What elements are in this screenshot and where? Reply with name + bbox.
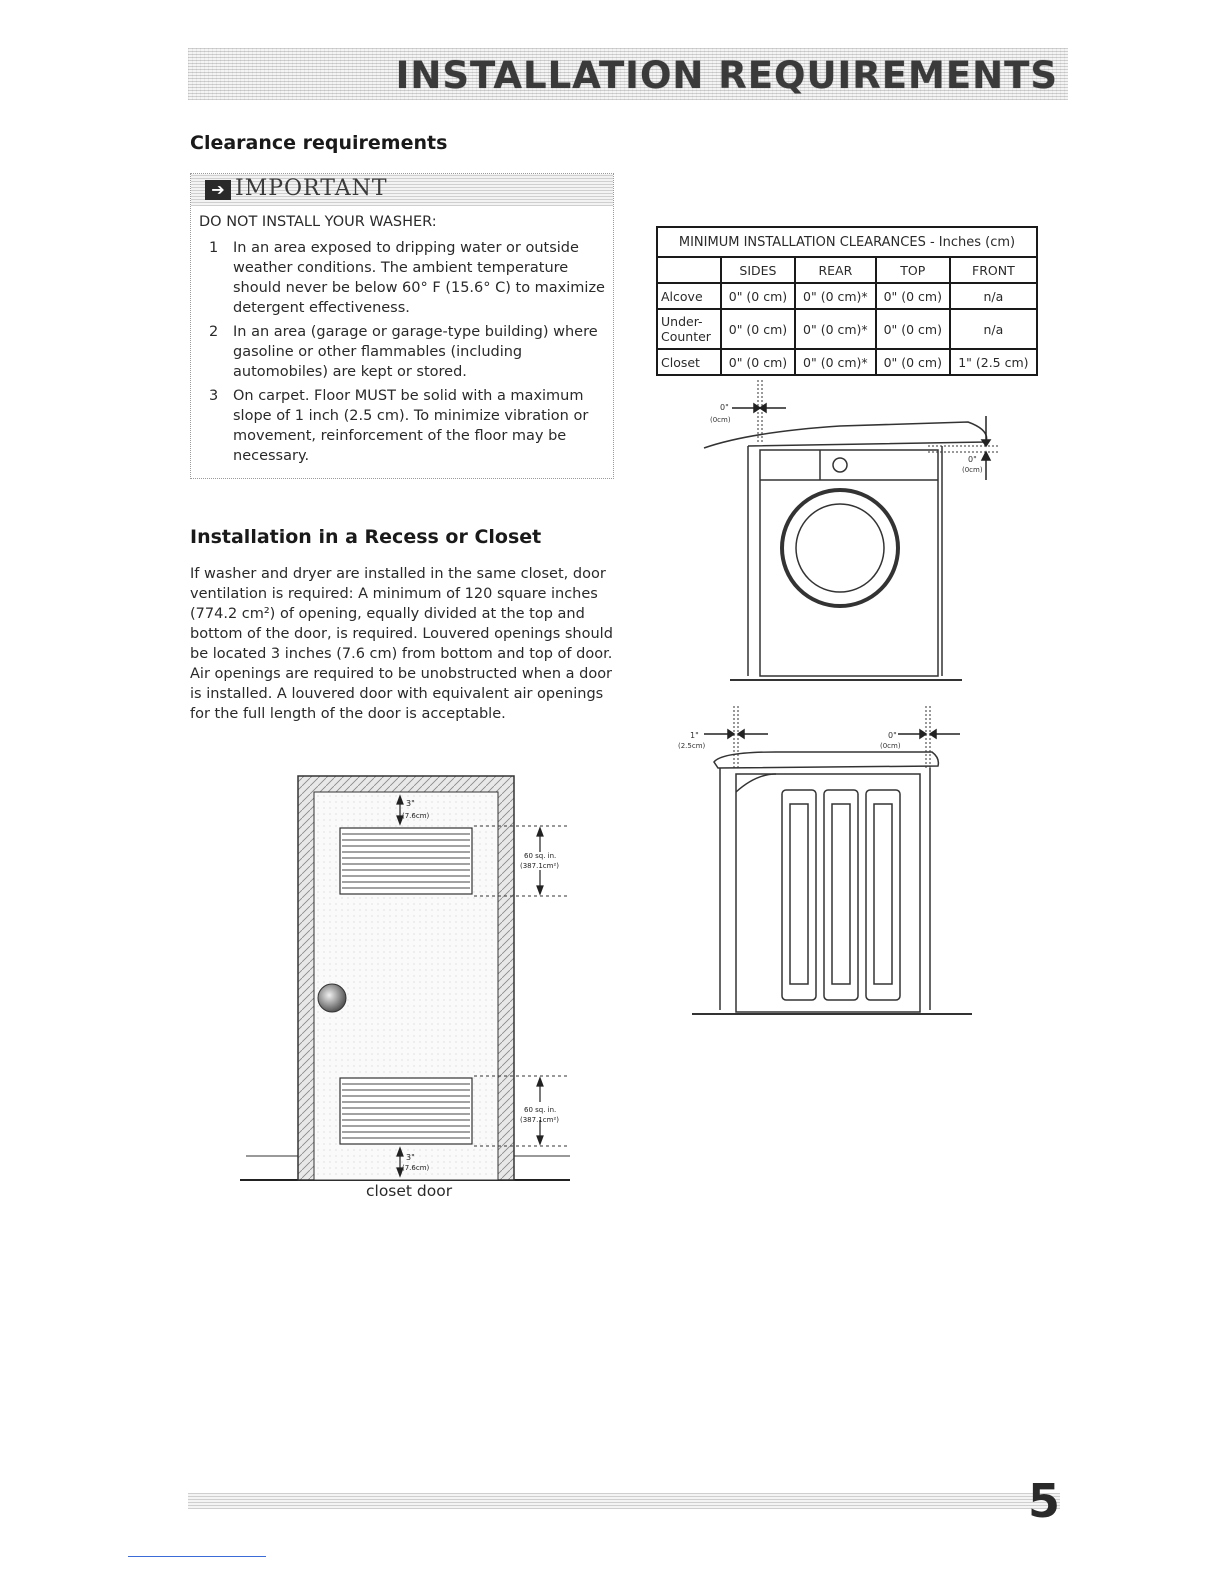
list-item-text: On carpet. Floor MUST be solid with a maximum slope of 1 inch (2.5 cm). To minimize vibration or movement, reinforcement of the floor may be necessary.: [233, 388, 589, 464]
clearance-table: [656, 226, 1038, 376]
door-knob: [318, 984, 346, 1012]
table-cell: 0" (0 cm)*: [795, 309, 876, 349]
table-row: [657, 309, 1037, 349]
table-cell: 0" (0 cm)*: [795, 349, 876, 375]
top-area-cm-label: (387.1cm²): [520, 862, 559, 870]
bottom-gap-in: 3": [406, 1153, 415, 1162]
clearance-heading: Clearance requirements: [190, 132, 448, 154]
list-item-text: In an area exposed to dripping water or outside weather conditions. The ambient temperature should never be below 60° F (15.6° C) to maximize detergent effectiveness.: [233, 240, 605, 316]
list-item: [199, 238, 607, 318]
front-top-label-cm: (0cm): [962, 466, 983, 474]
list-item: [199, 322, 607, 382]
list-item-number: 2: [209, 324, 219, 340]
footer-band: [188, 1493, 1060, 1509]
table-cell: 1" (2.5 cm): [950, 349, 1037, 375]
table-cell: 0" (0 cm): [721, 349, 795, 375]
table-header: TOP: [876, 257, 950, 283]
top-gap-in: 3": [406, 799, 415, 808]
table-cell: Alcove: [657, 283, 721, 309]
important-title: IMPORTANT: [235, 176, 388, 201]
table-cell: 0" (0 cm): [876, 309, 950, 349]
side-front-label-in: 1": [690, 731, 699, 740]
page-title: INSTALLATION REQUIREMENTS: [395, 54, 1058, 97]
table-cell: n/a: [950, 283, 1037, 309]
important-box: [190, 173, 614, 479]
table-row: [657, 349, 1037, 375]
recess-paragraph: If washer and dryer are installed in the same closet, door ventilation is required: A minimum of 120 square inches (774.2 cm²) of opening, equally divided at the top and bottom of the door, is required. Louvered openings should be located 3 inches (7.6 cm) from bottom and top of door. Air openings are required to be unobstructed when a door is installed. A louvered door with equivalent air openings for the full length of the door is acceptable.: [190, 566, 613, 722]
door-caption: closet door: [366, 1182, 453, 1200]
front-top-label-in: 0": [968, 455, 977, 464]
table-header: [657, 257, 721, 283]
side-rear-label-in: 0": [888, 731, 897, 740]
list-item-number: 3: [209, 388, 219, 404]
table-cell: Under-Counter: [657, 309, 721, 349]
list-item-number: 1: [209, 240, 219, 256]
table-header-row: [657, 257, 1037, 283]
closet-door-diagram: [238, 770, 578, 1190]
page-number: 5: [1028, 1474, 1061, 1528]
table-cell: Closet: [657, 349, 721, 375]
header-banner: [188, 48, 1068, 100]
side-rear-label-cm: (0cm): [880, 742, 901, 750]
table-caption: MINIMUM INSTALLATION CLEARANCES - Inches (cm): [657, 227, 1037, 257]
front-side-label-in: 0": [720, 403, 729, 412]
bottom-gap-cm: (7.6cm): [402, 1164, 430, 1172]
table-cell: n/a: [950, 309, 1037, 349]
front-side-label-cm: (0cm): [710, 416, 731, 424]
table-header: SIDES: [721, 257, 795, 283]
bottom-area-cm-label: (387.1cm²): [520, 1116, 559, 1124]
table-cell: 0" (0 cm)*: [795, 283, 876, 309]
table-header: FRONT: [950, 257, 1037, 283]
list-item: [199, 386, 607, 466]
arrow-right-icon: ➔: [205, 180, 231, 200]
side-front-label-cm: (2.5cm): [678, 742, 706, 750]
top-gap-cm: (7.6cm): [402, 812, 430, 820]
list-item-text: In an area (garage or garage-type building) where gasoline or other flammables (including automobiles) are kept or stored.: [233, 324, 598, 380]
table-cell: 0" (0 cm): [721, 283, 795, 309]
washer-side-diagram: [676, 700, 976, 1020]
bottom-area-label: 60 sq. in.: [524, 1106, 557, 1114]
table-cell: 0" (0 cm): [721, 309, 795, 349]
important-intro: DO NOT INSTALL YOUR WASHER:: [199, 214, 437, 230]
table-header: REAR: [795, 257, 876, 283]
recess-heading: Installation in a Recess or Closet: [190, 526, 542, 548]
important-list: [199, 238, 607, 470]
top-area-label: 60 sq. in.: [524, 852, 557, 860]
footer-divider: [128, 1556, 266, 1557]
table-cell: 0" (0 cm): [876, 349, 950, 375]
table-row: [657, 283, 1037, 309]
table-cell: 0" (0 cm): [876, 283, 950, 309]
washer-front-diagram: [690, 380, 1010, 690]
